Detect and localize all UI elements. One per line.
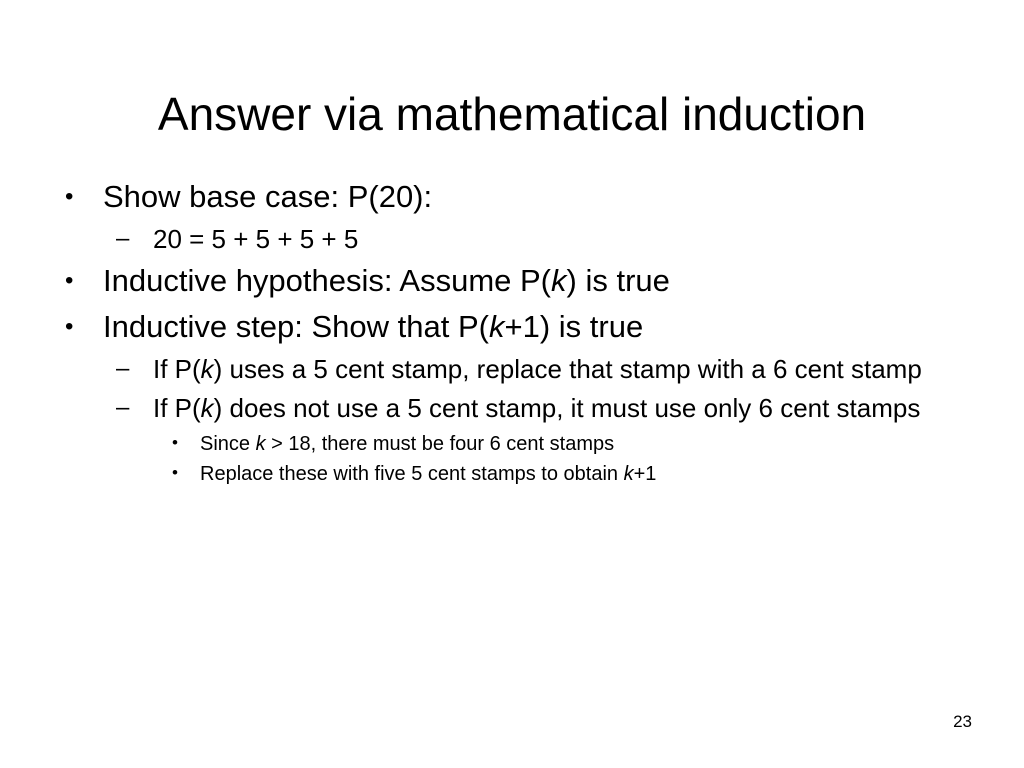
slide-number: 23 — [953, 712, 972, 731]
bullet-item-level-3 — [55, 431, 985, 457]
bullet-marker-icon: • — [65, 183, 74, 210]
bullet-marker-icon: – — [116, 355, 130, 383]
bullet-text: Inductive step: Show that P(k+1) is true — [103, 308, 644, 344]
bullet-marker-icon: • — [172, 462, 178, 482]
bullet-item-level-1 — [55, 308, 985, 346]
bullet-item-level-2 — [55, 353, 985, 386]
bullet-text: Replace these with five 5 cent stamps to obtain k+1 — [200, 462, 657, 485]
bullet-marker-icon: – — [116, 225, 130, 253]
slide-body — [55, 178, 985, 491]
bullet-marker-icon: • — [172, 432, 178, 452]
bullet-text: 20 = 5 + 5 + 5 + 5 — [153, 224, 359, 255]
bullet-text: If P(k) does not use a 5 cent stamp, it must use only 6 cent stamps — [153, 392, 921, 423]
bullet-item-level-3 — [55, 461, 985, 487]
bullet-item-level-1 — [55, 262, 985, 300]
bullet-item-level-2 — [55, 223, 985, 256]
bullet-item-level-1 — [55, 178, 985, 216]
bullet-text: If P(k) uses a 5 cent stamp, replace that stamp with a 6 cent stamp — [153, 354, 922, 385]
bullet-text: Show base case: P(20): — [103, 179, 433, 214]
bullet-text: Since k > 18, there must be four 6 cent stamps — [200, 432, 615, 455]
bullet-marker-icon: • — [65, 267, 74, 295]
bullet-marker-icon: – — [116, 393, 130, 421]
page-title: Answer via mathematical induction — [157, 87, 867, 140]
bullet-item-level-2 — [55, 392, 985, 425]
bullet-marker-icon: • — [65, 312, 74, 340]
bullet-text: Inductive hypothesis: Assume P(k) is true — [103, 263, 670, 299]
